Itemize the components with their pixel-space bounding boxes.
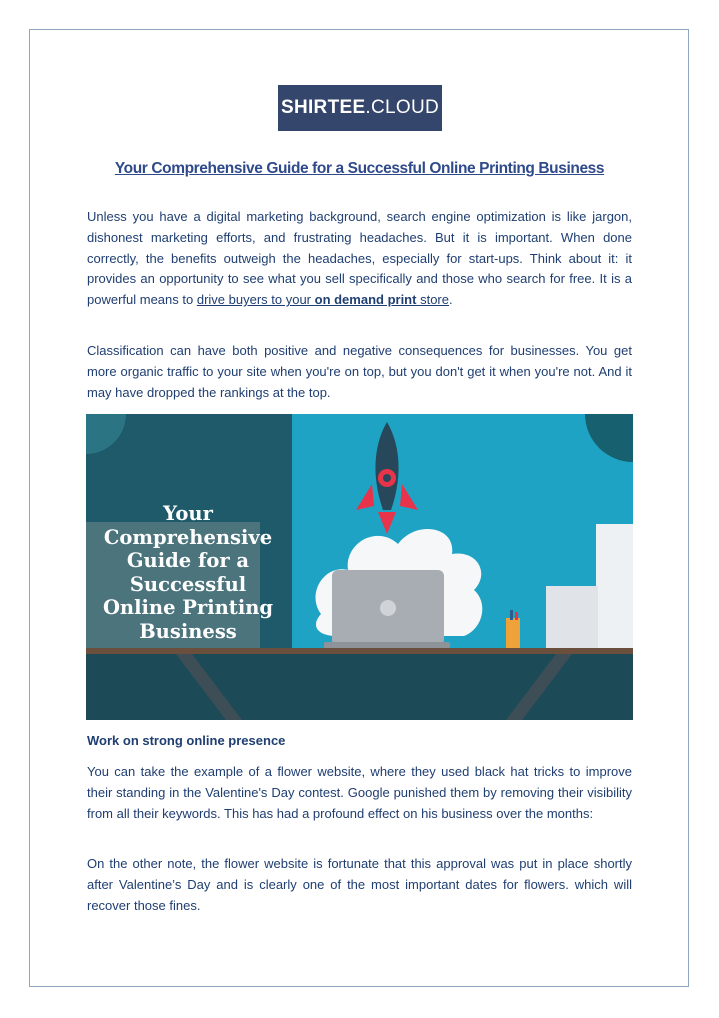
section-heading: Work on strong online presence [87,733,286,748]
hero-line: Business [139,619,237,643]
hero-line: Guide for a [126,549,250,572]
logo-light: CLOUD [371,97,440,118]
intro-after: . [449,292,453,308]
paragraph-other-note: On the other note, the flower website is fortunate that this approval was put in place shortly after Valentine’s Day and is clearly one of the most important dates for flowers. which will recover those fines. [87,856,632,913]
intro-text: Unless you have a digital marketing background, search engine optimization is like jargon, dishonest marketing efforts, and frustrating headaches. But it is important. When done correctly, the benefits outweigh the headaches, especially for start-ups. Think about it: it provides an opportunity to see what you sell specifically and those who search for free. It is a powerful means to [87,209,632,308]
store-link-end: store [420,292,449,308]
hero-image [86,414,633,720]
hero-line: Successful [129,572,247,596]
paragraph-flower-example: You can take the example of a flower website, where they used black hat tricks to improve their standing in the Valentine's Day contest. Google punished them by removing their visibility from all their keywords. This has had a profound effect on his business over the months: [87,764,632,821]
hero-line: Your [163,502,213,525]
intro-paragraph [87,207,632,311]
page-title: Your Comprehensive Guide for a Successful Online Printing Business [114,160,605,177]
brand-logo[interactable] [278,85,442,131]
store-link-text: drive buyers to your [196,292,315,308]
hero-line: Online Printing [102,596,274,619]
logo-bold: SHIRTEE [280,97,366,118]
logo-dot: . [365,97,372,118]
store-link-bold: on demand print [314,292,417,308]
hero-headline [86,502,290,643]
store-link[interactable] [197,292,449,307]
paragraph-classification: Classification can have both positive and negative consequences for businesses. You get more organic traffic to your site when you're on top, but you don't get it when you're not. And it may have dropped the rankings at the top. [87,343,632,400]
hero-line: Comprehensive [103,525,273,549]
